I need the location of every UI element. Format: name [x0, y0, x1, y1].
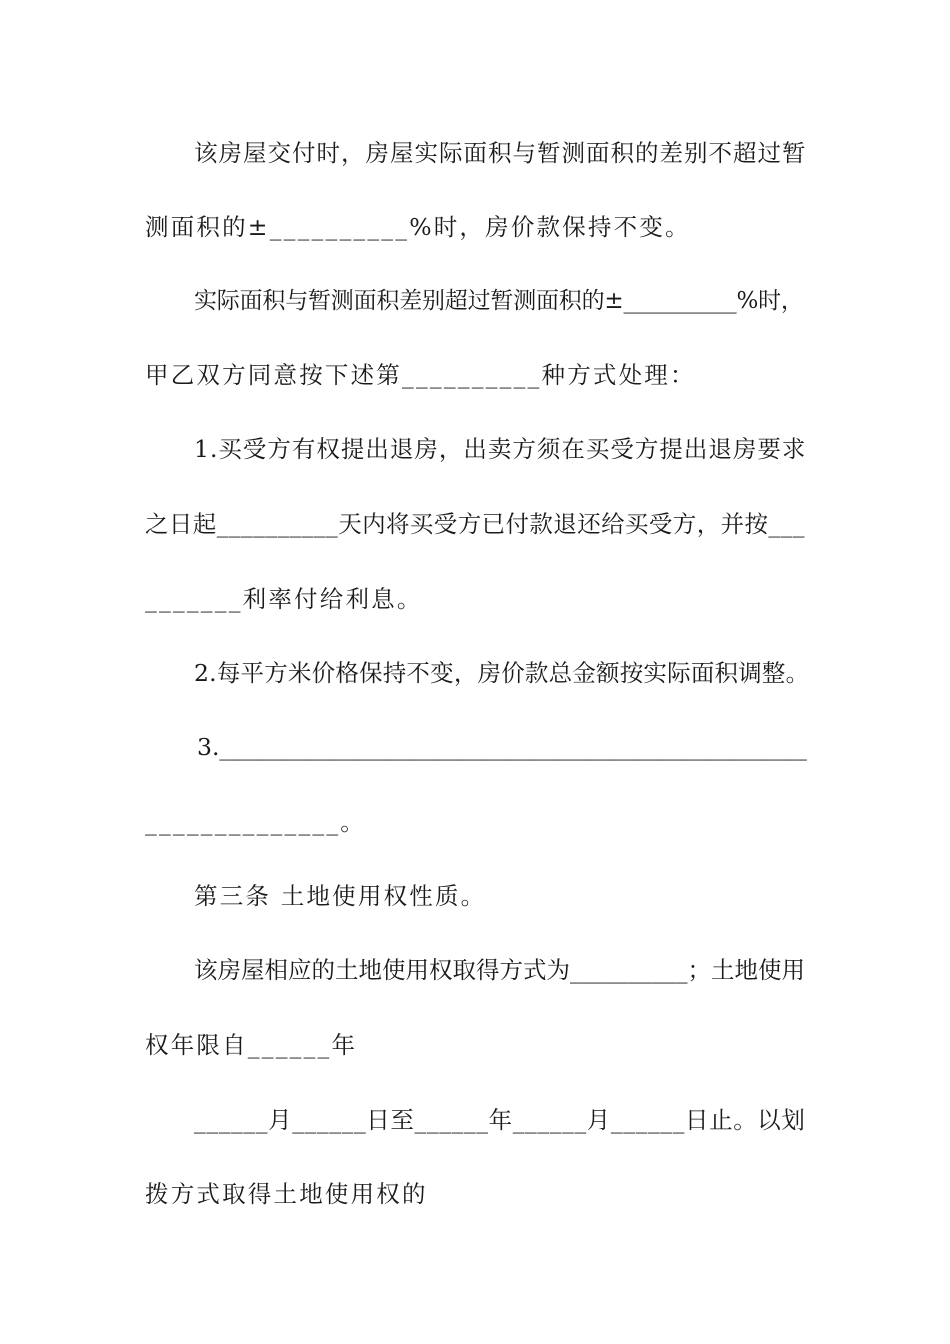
paragraph-line-14: ______月______日至______年______月______日止。以划	[194, 1106, 806, 1134]
paragraph-line-2: 测面积的±__________%时，房价款保持不变。	[145, 213, 691, 241]
paragraph-line-10: ______________。	[145, 808, 366, 836]
paragraph-line-5: 1.买受方有权提出退房，出卖方须在买受方提出退房要求	[194, 435, 807, 463]
paragraph-line-15: 拨方式取得土地使用权的	[145, 1180, 428, 1208]
paragraph-line-12: 该房屋相应的土地使用权取得方式为__________；土地使用	[194, 956, 805, 984]
section-heading: 第三条 土地使用权性质。	[194, 882, 487, 910]
paragraph-line-8: 2.每平方米价格保持不变，房价款总金额按实际面积调整。	[194, 659, 810, 687]
paragraph-line-6: 之日起__________天内将买受方已付款退还给买受方，并按___	[145, 510, 805, 538]
paragraph-line-7: _______利率付给利息。	[145, 585, 423, 613]
paragraph-line-1: 该房屋交付时，房屋实际面积与暂测面积的差别不超过暂	[194, 139, 807, 167]
paragraph-line-13: 权年限自______年	[145, 1031, 358, 1059]
paragraph-line-4: 甲乙双方同意按下述第__________种方式处理：	[145, 361, 696, 389]
paragraph-line-3: 实际面积与暂测面积差别超过暂测面积的±__________%时，	[194, 288, 804, 314]
paragraph-line-9: 3.__________________________________________________	[197, 733, 807, 761]
